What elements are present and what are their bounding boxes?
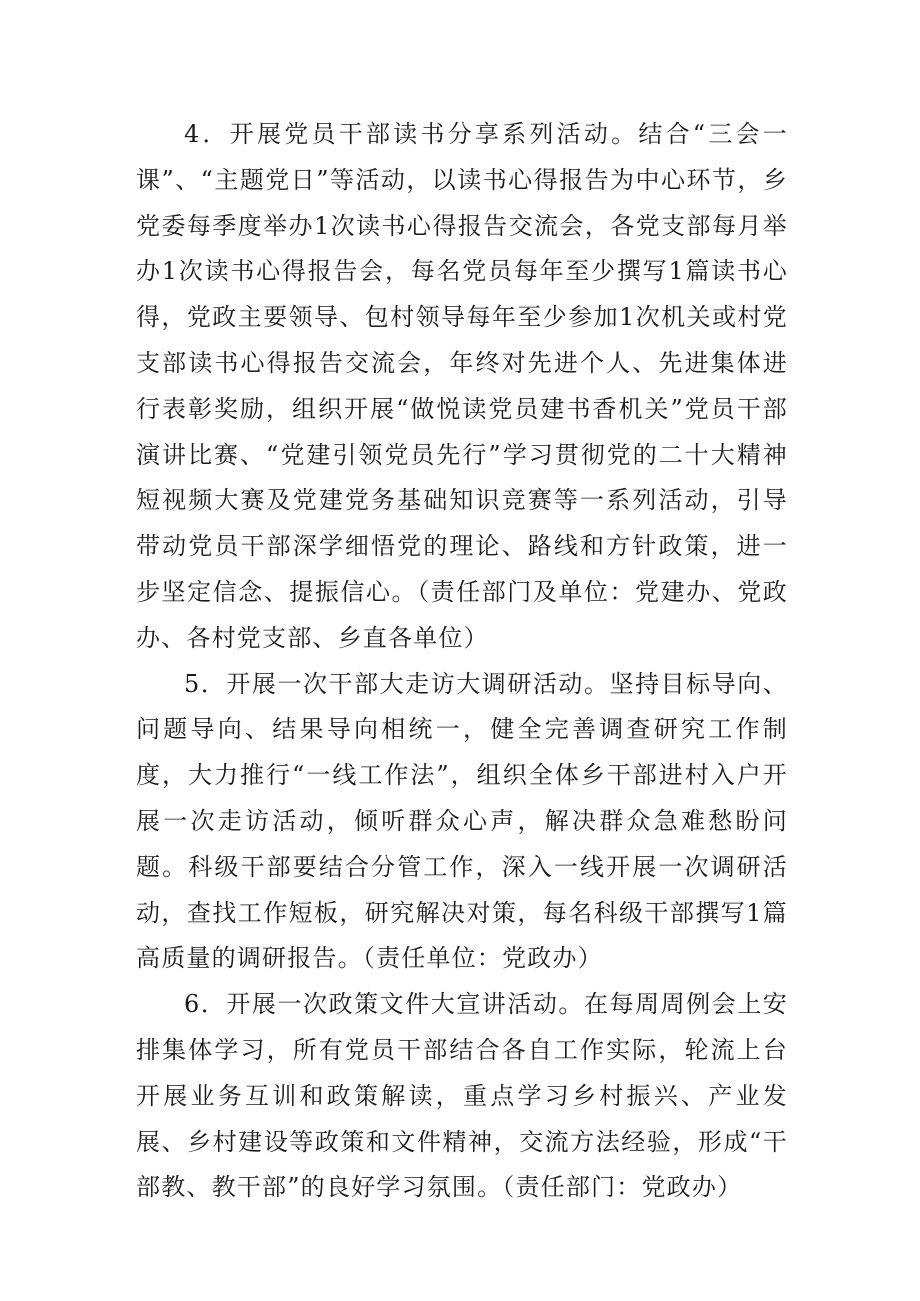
paragraph-4-reading-sharing: 4．开展党员干部读书分享系列活动。结合“三会一课”、“主题党日”等活动，以读书心得报告为中心环节，乡党委每季度举办1次读书心得报告交流会，各党支部每月举办1次读书心得报告会，每名党员每年至少撰写1篇读书心得，党政主要领导、包村领导每年至少参加1次机关或村党支部读书心得报告交流会，年终对先进个人、先进集体进行表彰奖励，组织开展“做悦读党员建书香机关”党员干部演讲比赛、“党建引领党员先行”学习贯彻党的二十大精神短视频大赛及党建党务基础知识竞赛等一系列活动，引导带动党员干部深学细悟党的理论、路线和方针政策，进一步坚定信念、提振信心。（责任部门及单位：党建办、党政办、各村党支部、乡直各单位） — [136, 120, 788, 652]
paragraph-5-visit-research: 5．开展一次干部大走访大调研活动。坚持目标导向、问题导向、结果导向相统一，健全完善调查研究工作制度，大力推行“一线工作法”，组织全体乡干部进村入户开展一次走访活动，倾听群众心声，解决群众急难愁盼问题。科级干部要结合分管工作，深入一线开展一次调研活动，查找工作短板，研究解决对策，每名科级干部撰写1篇高质量的调研报告。（责任单位：党政办） — [136, 669, 788, 973]
paragraph-6-policy-lecture: 6．开展一次政策文件大宣讲活动。在每周周例会上安排集体学习，所有党员干部结合各自工作实际，轮流上台开展业务互训和政策解读，重点学习乡村振兴、产业发展、乡村建设等政策和文件精神，交流方法经验，形成“干部教、教干部”的良好学习氛围。（责任部门：党政办） — [136, 990, 788, 1202]
document-body — [136, 112, 788, 1211]
